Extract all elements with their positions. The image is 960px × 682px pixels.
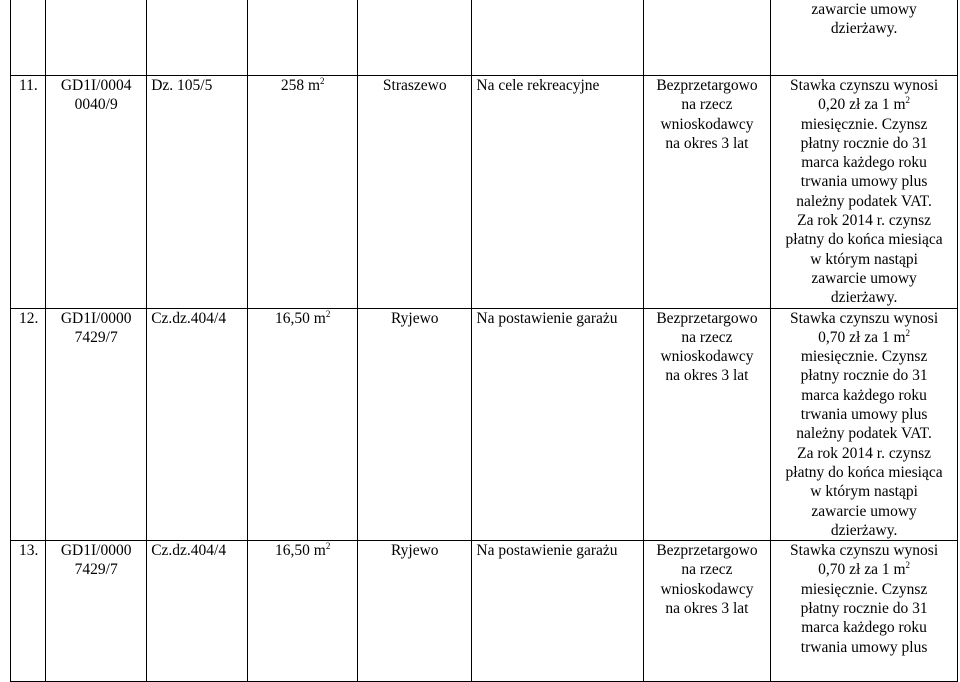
lp-cell — [11, 0, 46, 76]
lp-cell: 12. — [11, 308, 46, 541]
land-register-cell: GD1I/0000 7429/7 — [46, 308, 147, 541]
rent-description-cell: Stawka czynszu wynosi 0,70 zł za 1 $m^2$ miesięcznie. Czynsz płatny rocznie do 31 marca każdego roku trwania umowy plus — [771, 541, 958, 682]
table-row — [11, 0, 958, 76]
area-cell — [248, 0, 358, 76]
precinct-cell — [358, 0, 472, 76]
lp-cell: 11. — [11, 76, 46, 309]
precinct-cell: Ryjewo — [358, 308, 472, 541]
purpose-cell: Na cele rekreacyjne — [472, 76, 643, 309]
precinct-cell: Straszewo — [358, 76, 472, 309]
property-lease-table — [10, 0, 958, 682]
mode-cell — [643, 0, 770, 76]
table-row — [11, 308, 958, 541]
plot-cell: Cz.dz.404/4 — [147, 541, 248, 682]
mode-cell: Bezprzetargowo na rzecz wnioskodawcy na okres 3 lat — [643, 541, 770, 682]
precinct-cell: Ryjewo — [358, 541, 472, 682]
rent-description-cell: Stawka czynszu wynosi 0,70 zł za 1 $m^2$ miesięcznie. Czynsz płatny rocznie do 31 marca każdego roku trwania umowy plus należny podatek VAT. Za rok 2014 r. czynsz płatny do końca miesiąca w którym nastąpi zawarcie umowy dzierżawy. — [771, 308, 958, 541]
purpose-cell: Na postawienie garażu — [472, 541, 643, 682]
rent-description-cell: Stawka czynszu wynosi 0,20 zł za 1 $m^2$ miesięcznie. Czynsz płatny rocznie do 31 marca każdego roku trwania umowy plus należny podatek VAT. Za rok 2014 r. czynsz płatny do końca miesiąca w którym nastąpi zawarcie umowy dzierżawy. — [771, 76, 958, 309]
area-cell: 16,50 $m^2$ — [248, 308, 358, 541]
table-row — [11, 541, 958, 682]
plot-cell — [147, 0, 248, 76]
purpose-cell: Na postawienie garażu — [472, 308, 643, 541]
rent-description-cell: zawarcie umowy dzierżawy. — [771, 0, 958, 76]
mode-cell: Bezprzetargowo na rzecz wnioskodawcy na okres 3 lat — [643, 308, 770, 541]
purpose-cell — [472, 0, 643, 76]
land-register-cell — [46, 0, 147, 76]
mode-cell: Bezprzetargowo na rzecz wnioskodawcy na okres 3 lat — [643, 76, 770, 309]
plot-cell: Cz.dz.404/4 — [147, 308, 248, 541]
lp-cell: 13. — [11, 541, 46, 682]
land-register-cell: GD1I/0000 7429/7 — [46, 541, 147, 682]
area-cell: 16,50 $m^2$ — [248, 541, 358, 682]
table-row — [11, 76, 958, 309]
plot-cell: Dz. 105/5 — [147, 76, 248, 309]
area-cell: 258 $m^2$ — [248, 76, 358, 309]
land-register-cell: GD1I/0004 0040/9 — [46, 76, 147, 309]
